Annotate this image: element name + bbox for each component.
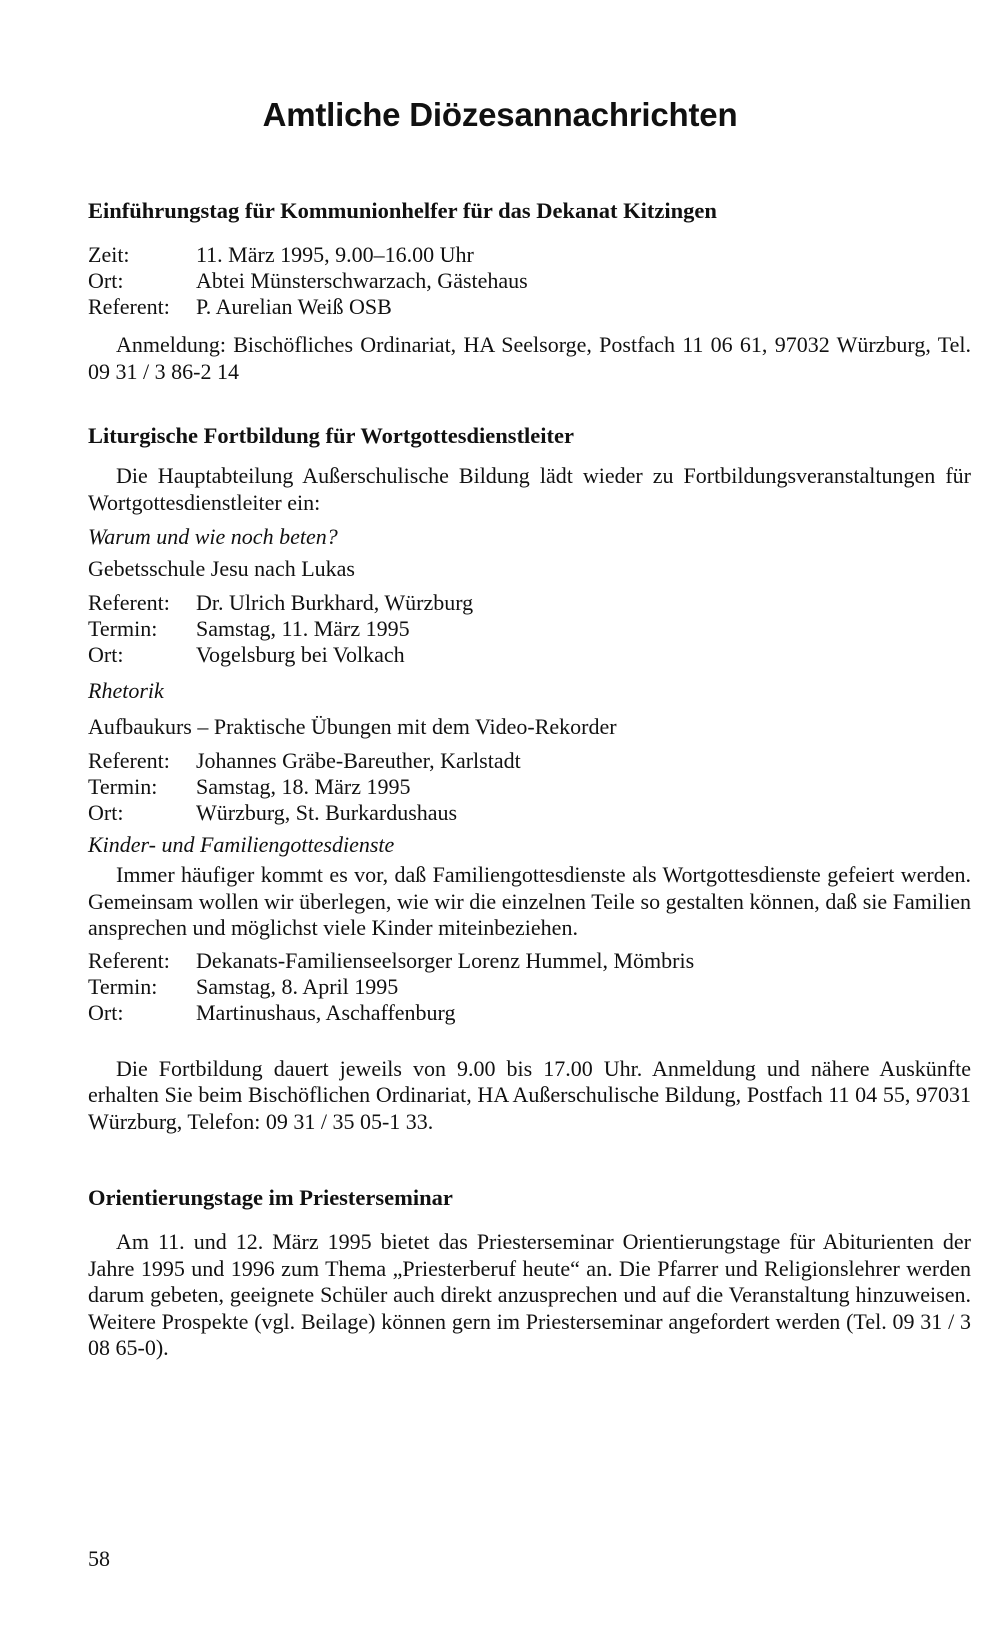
- info-label: Referent:: [88, 590, 170, 615]
- document-body: [88, 196, 971, 1362]
- info-row-referent: [88, 294, 971, 320]
- info-label: Ort:: [88, 800, 124, 825]
- section-heading: Liturgische Fortbildung für Wortgottesdienstleiter: [88, 423, 575, 448]
- info-value: Vogelsburg bei Volkach: [196, 642, 405, 667]
- course-title: Kinder- und Familiengottesdienste: [88, 832, 395, 857]
- intro-text: Die Hauptabteilung Außerschulische Bildung lädt wieder zu Fortbildungsveranstaltungen für Wortgottesdienstleiter ein:: [88, 463, 971, 515]
- course-subtitle: Aufbaukurs – Praktische Übungen mit dem Video-Rekorder: [88, 714, 617, 739]
- info-value: Martinushaus, Aschaffenburg: [196, 999, 456, 1025]
- info-label: Ort:: [88, 642, 124, 667]
- info-row-ort: [88, 642, 971, 668]
- info-label: Zeit:: [88, 242, 130, 267]
- section-kommunionhelfer: [88, 196, 971, 385]
- info-row-referent: [88, 948, 971, 974]
- page-title: Amtliche Diözesannachrichten: [262, 96, 738, 133]
- info-label: Termin:: [88, 616, 158, 641]
- info-value: Samstag, 11. März 1995: [196, 616, 410, 641]
- info-value: Dr. Ulrich Burkhard, Würzburg: [196, 590, 474, 615]
- info-row-termin: [88, 616, 971, 642]
- info-value: Dekanats-Familienseelsorger Lorenz Hummel, Mömbris: [196, 947, 695, 973]
- section-priesterseminar: [88, 1183, 971, 1362]
- section-heading: Orientierungstage im Priesterseminar: [88, 1185, 453, 1210]
- info-value: Samstag, 8. April 1995: [196, 973, 399, 999]
- info-label: Referent:: [88, 748, 170, 773]
- section-wortgottesdienstleiter: [88, 421, 971, 1135]
- course-subtitle: Gebetsschule Jesu nach Lukas: [88, 556, 355, 581]
- info-row-termin: [88, 774, 971, 800]
- section-text: Am 11. und 12. März 1995 bietet das Priesterseminar Orientierungstage für Abiturienten der Jahre 1995 und 1996 zum Thema „Priesterberuf heute“ an. Die Pfarrer und Religionslehrer werden darum gebeten, geeignete Schüler auch direkt anzusprechen und auf die Veranstaltung hinzuweisen. Weitere Prospekte (vgl. Beilage) können gern im Priesterseminar angefordert werden (Tel. 09 31 / 3 08 65-0).: [88, 1229, 971, 1360]
- info-value: Johannes Gräbe-Bareuther, Karlstadt: [196, 748, 521, 773]
- info-row-ort: [88, 800, 971, 826]
- page-number: 58: [88, 1546, 110, 1571]
- course-description: Immer häufiger kommt es vor, daß Familiengottesdienste als Wortgottesdienste gefeiert werden. Gemeinsam wollen wir überlegen, wie wir die einzelnen Teile so gestalten können, daß sie Familien ansprechen und möglichst viele Kinder miteinbeziehen.: [88, 862, 971, 940]
- registration-text: Anmeldung: Bischöfliches Ordinariat, HA Seelsorge, Postfach 11 06 61, 97032 Würzburg, Tel. 09 31 / 3 86-2 14: [88, 332, 971, 384]
- info-label: Ort:: [88, 999, 124, 1025]
- info-label: Termin:: [88, 973, 158, 999]
- info-value: Samstag, 18. März 1995: [196, 774, 411, 799]
- info-label: Termin:: [88, 774, 158, 799]
- course-title: Rhetorik: [88, 678, 164, 703]
- info-value: P. Aurelian Weiß OSB: [196, 294, 392, 319]
- info-row-referent: [88, 748, 971, 774]
- info-value: Würzburg, St. Burkardushaus: [196, 800, 458, 825]
- closing-text: Die Fortbildung dauert jeweils von 9.00 bis 17.00 Uhr. Anmeldung und nähere Auskünfte erhalten Sie beim Bischöflichen Ordinariat, HA Außerschulische Bildung, Postfach 11 04 55, 97031 Würzburg, Telefon: 09 31 / 35 05-1 33.: [88, 1055, 971, 1134]
- info-value: 11. März 1995, 9.00–16.00 Uhr: [196, 242, 474, 267]
- info-label: Ort:: [88, 268, 124, 293]
- info-label: Referent:: [88, 947, 170, 973]
- info-label: Referent:: [88, 294, 170, 319]
- course-title: Warum und wie noch beten?: [88, 524, 338, 549]
- info-row-zeit: [88, 242, 971, 268]
- info-row-referent: [88, 590, 971, 616]
- info-value: Abtei Münsterschwarzach, Gästehaus: [196, 268, 528, 293]
- info-row-termin: [88, 974, 971, 1000]
- info-row-ort: [88, 268, 971, 294]
- section-heading: Einführungstag für Kommunionhelfer für das Dekanat Kitzingen: [88, 198, 717, 223]
- info-row-ort: [88, 1000, 971, 1026]
